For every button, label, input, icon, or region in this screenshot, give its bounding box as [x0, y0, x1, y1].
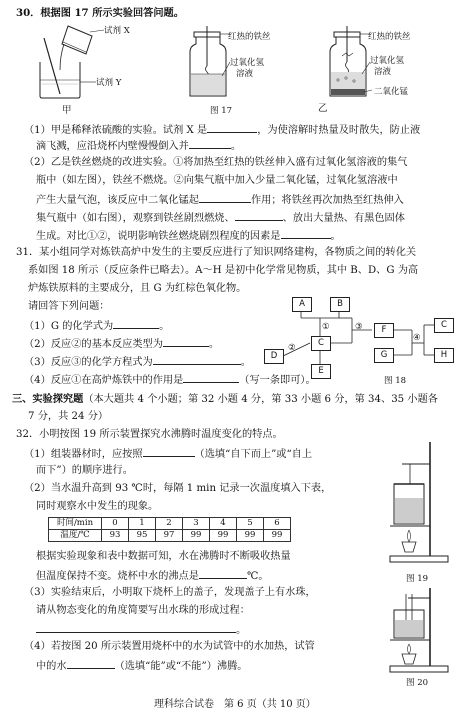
table-cell: 99 [237, 530, 264, 542]
fig18-box-e: E [311, 364, 331, 379]
fig18-box-f: F [374, 323, 394, 338]
fig18-caption: 图 18 [384, 376, 407, 386]
fig20-test-tube-apparatus [380, 586, 450, 676]
fig17-label-yi: 乙 [318, 103, 328, 114]
fig17-caption: 图 17 [210, 106, 233, 116]
fig17-right-mno2: 二氧化锰 [374, 87, 409, 97]
q32-p2-line3: 根据实验现象和表中数据可知，水在沸腾时不断吸收热量 [36, 551, 291, 562]
fig18-box-g: G [374, 348, 394, 363]
table-header-temp: 温度/℃ [49, 530, 102, 542]
fig19-caption: 图 19 [406, 574, 429, 584]
q30-p2-line1: （2）乙是铁丝燃烧的改进实验。①将加热至红热的铁丝伸入盛有过氧化氢溶液的集气 [24, 157, 408, 168]
fig18-circle-4: ④ [413, 333, 421, 343]
q32-stem: 32．小明按图 19 所示装置探究水沸腾时温度变化的特点。 [16, 429, 283, 440]
q30-stem: 30．根据图 17 所示实验回答问题。 [16, 7, 184, 19]
q32-p4-line2: 中的水 （选填“能”或“不能”）沸腾。 [36, 658, 247, 674]
fig17-right-h2o2: 过氧化氢 [370, 56, 405, 66]
q30-p2-line5: 生成。对比①②，说明影响铁丝燃烧剧烈程度的因素是 。 [36, 228, 341, 244]
table-cell: 4 [210, 518, 237, 530]
fig18-box-b: B [330, 297, 350, 312]
table-row [49, 530, 291, 542]
q30-p1-line2: 滴飞溅，应沿烧杯内壁慢慢倒入并 。 [36, 138, 241, 154]
q32-temperature-table [48, 517, 291, 542]
q31-sub4: （4）反应①在高炉炼铁中的作用是 （写一条即可）。 [24, 372, 316, 388]
fig18-box-c: C [311, 336, 331, 351]
table-cell: 0 [102, 518, 129, 530]
fig17-mid-iron: 红热的铁丝 [228, 32, 271, 42]
q32-p3-line1: （3）实验结束后，小明取下烧杯上的盖子，发现盖子上有水珠， [24, 587, 316, 598]
q32-p2-line2: 同时观察水中发生的现象。 [36, 501, 159, 512]
q31-sub3: （3）反应③的化学方程式为 。 [24, 354, 251, 370]
fig18-box-h: H [434, 348, 454, 363]
q31-line4: 请回答下列问题： [28, 301, 110, 312]
fig17-mid-h2o2b: 溶液 [236, 69, 254, 79]
table-row [49, 518, 291, 530]
fig17-label-jia: 甲 [62, 105, 72, 116]
table-cell: 93 [102, 530, 129, 542]
fig20-caption: 图 20 [406, 678, 429, 688]
q30-p2-line2: 瓶中（如左图），铁丝不燃烧。②向集气瓶中加入少量二氧化锰，过氧化氢溶液中 [36, 175, 398, 186]
q31-line2: 系如图 18 所示（反应条件已略去）。A～H 是初中化学常见物质，其中 B、D、G 为高 [28, 265, 419, 276]
table-cell: 1 [129, 518, 156, 530]
fig17-right-iron: 红热的铁丝 [368, 32, 411, 42]
fig18-box-c2: C [434, 318, 454, 333]
section3-desc2: 7 分，共 24 分） [28, 411, 109, 422]
table-cell: 99 [264, 530, 291, 542]
q32-p1-line2: 而下”）的顺序进行。 [36, 465, 133, 476]
q30-p2-line4: 集气瓶中（如右图），观察到铁丝剧烈燃烧、 、放出大量热、有黑色固体 [36, 210, 405, 226]
fig18-circle-3: ③ [355, 322, 363, 332]
q32-p3-line2: 请从物态变化的角度简要写出水珠的形成过程： [36, 605, 250, 616]
fig18-box-a: A [292, 297, 312, 312]
table-cell: 2 [156, 518, 183, 530]
fig18-circle-2: ② [288, 343, 296, 353]
fig17-right-h2o2b: 溶液 [374, 67, 392, 77]
q30-p1-line1: （1）甲是稀释浓硫酸的实验。试剂 X 是 ，为使溶解时热量及时散失，防止液 [24, 122, 420, 138]
table-cell: 99 [183, 530, 210, 542]
q32-p4-line1: （4）若按图 20 所示装置用烧杯中的水为试管中的水加热，试管 [24, 641, 315, 652]
fig17-mid-h2o2: 过氧化氢 [230, 58, 265, 68]
section3-header: 三、实验探究题（本大题共 4 个小题；第 32 小题 4 分，第 33 小题 6 分，第 34、35 小题各 [12, 393, 438, 405]
table-cell: 3 [183, 518, 210, 530]
table-cell: 97 [156, 530, 183, 542]
page-footer: 理科综合试卷 第 6 页（共 10 页） [154, 699, 316, 710]
q30-p2-line3: 产生大量气泡，该反应中二氧化锰起 作用；将铁丝再次加热至红热伸入 [36, 192, 404, 208]
fig18-circle-1: ① [322, 322, 330, 332]
fig19-boiling-apparatus [380, 438, 450, 568]
q32-p2-line4: 但温度保持不变。烧杯中水的沸点是 ℃。 [36, 568, 269, 584]
table-cell: 6 [264, 518, 291, 530]
q31-sub1: （1）G 的化学式为 。 [24, 318, 169, 334]
table-header-time: 时间/min [49, 518, 102, 530]
q31-line1: 31．某小组同学对炼铁高炉中发生的主要反应进行了知识网络建构，各物质之间的转化关 [16, 247, 417, 258]
q32-p2-line1: （2）当水温升高到 93 ℃时，每隔 1 min 记录一次温度填入下表， [24, 483, 332, 494]
fig18-box-d: D [264, 349, 284, 364]
table-cell: 95 [129, 530, 156, 542]
fig17-label-x: 试剂 X [104, 26, 130, 36]
fig17-label-y: 试剂 Y [96, 78, 122, 88]
q32-p1-line1: （1）组装器材时，应按照 （选填“自下而上”或“自上 [24, 446, 312, 462]
q32-p3-line3: 。 [36, 622, 246, 638]
table-cell: 5 [237, 518, 264, 530]
table-cell: 99 [210, 530, 237, 542]
q31-sub2: （2）反应②的基本反应类型为 。 [24, 336, 219, 352]
q31-line3: 炉炼铁原料的主要成分，且 G 为红棕色氧化物。 [28, 283, 247, 294]
